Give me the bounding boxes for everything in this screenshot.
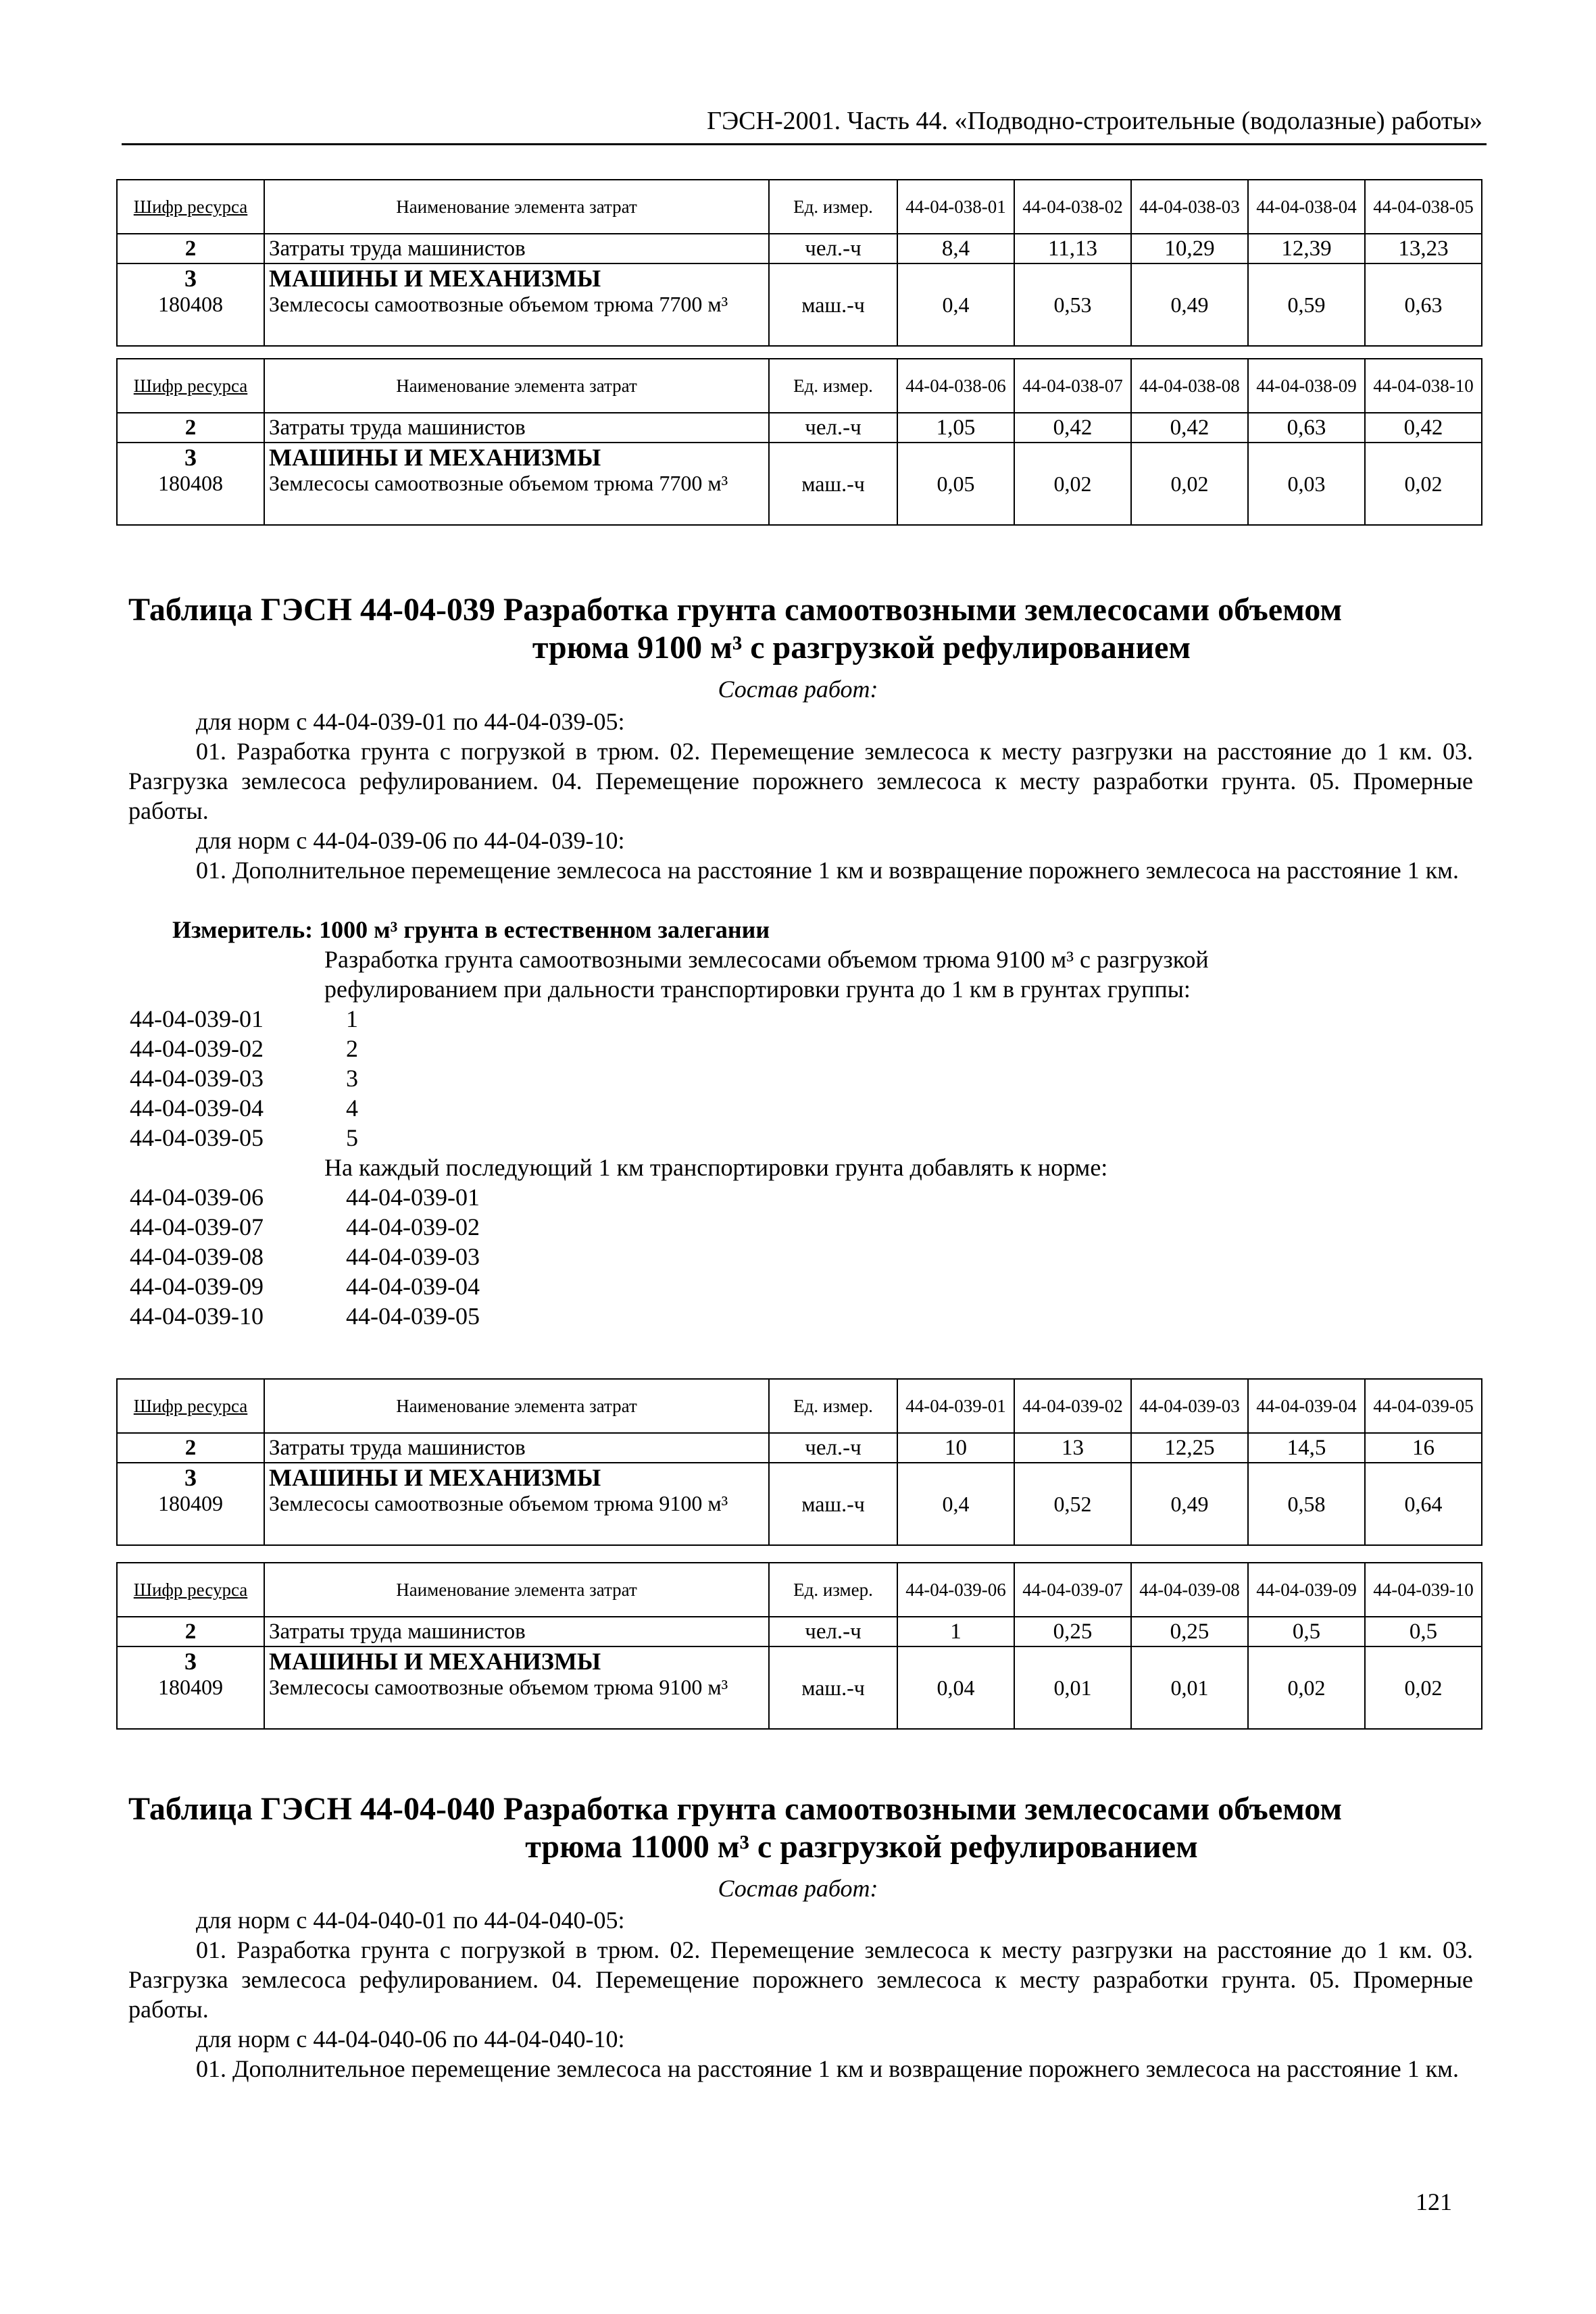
row-name [264, 443, 769, 525]
row-value: 0,01 [1131, 1646, 1248, 1729]
row-value: 8,4 [897, 234, 1014, 263]
resource-table [116, 1378, 1482, 1546]
header-cost-element: Наименование элемента затрат [264, 359, 769, 413]
resource-code: 180408 [158, 292, 223, 316]
section-code: 3 [184, 444, 197, 471]
soil-group: 3 [346, 1065, 358, 1092]
row-name: Затраты труда машинистов [264, 413, 769, 443]
header-cost-element: Наименование элемента затрат [264, 180, 769, 234]
row-value: 0,02 [1248, 1646, 1365, 1729]
row-value: 0,25 [1014, 1617, 1131, 1646]
row-value: 0,02 [1131, 443, 1248, 525]
section-code: 3 [184, 1464, 197, 1491]
resource-table [116, 358, 1482, 526]
header-norm-code: 44-04-039-02 [1014, 1379, 1131, 1433]
row-value: 0,25 [1131, 1617, 1248, 1646]
row-name [264, 1463, 769, 1545]
norm-code: 44-04-039-06 [130, 1184, 264, 1211]
table-header-row [117, 359, 1482, 413]
header-norm-code: 44-04-039-07 [1014, 1563, 1131, 1617]
row-value: 12,25 [1131, 1433, 1248, 1463]
header-norm-code: 44-04-038-04 [1248, 180, 1365, 234]
row-code: 2 [117, 234, 264, 263]
row-value: 0,59 [1248, 263, 1365, 346]
header-norm-code: 44-04-038-10 [1365, 359, 1482, 413]
resource-name: Землесосы самоотвозные объемом трюма 9100 м³ [269, 1491, 728, 1515]
resource-code: 180408 [158, 471, 223, 495]
row-value: 14,5 [1248, 1433, 1365, 1463]
section-title-039 [128, 591, 1473, 667]
row-value: 10 [897, 1433, 1014, 1463]
title-line-1: Таблица ГЭСН 44-04-040 Разработка грунта самоотвозными землесосами объемом [128, 1791, 1343, 1827]
row-value: 0,02 [1365, 443, 1482, 525]
work-composition-label: Состав работ: [718, 676, 878, 703]
row-value: 0,58 [1248, 1463, 1365, 1545]
header-resource-code: Шифр ресурса [117, 1563, 264, 1617]
base-norm-code: 44-04-039-02 [346, 1213, 480, 1240]
header-norm-code: 44-04-038-03 [1131, 180, 1248, 234]
row-code: 2 [117, 1433, 264, 1463]
header-norm-code: 44-04-039-09 [1248, 1563, 1365, 1617]
norm-code: 44-04-039-03 [130, 1065, 264, 1092]
row-value: 10,29 [1131, 234, 1248, 263]
header-resource-code: Шифр ресурса [117, 359, 264, 413]
header-norm-code: 44-04-038-05 [1365, 180, 1482, 234]
work-description-1: 01. Разработка грунта с погрузкой в трюм. 02. Перемещение землесоса к месту разгрузки на расстояние до 1 км. 03. Разгрузка землесоса рефулированием. 04. Перемещение порожнего землесоса к месту разработки грунта. 05. Промерные работы. [128, 1936, 1473, 2023]
row-unit: маш.-ч [769, 1463, 897, 1545]
header-norm-code: 44-04-039-03 [1131, 1379, 1248, 1433]
norms-range-2: для норм с 44-04-040-06 по 44-04-040-10: [196, 2026, 625, 2053]
header-unit: Ед. измер. [769, 1563, 897, 1617]
header-norm-code: 44-04-039-01 [897, 1379, 1014, 1433]
header-norm-code: 44-04-039-08 [1131, 1563, 1248, 1617]
row-value: 0,52 [1014, 1463, 1131, 1545]
header-norm-code: 44-04-038-08 [1131, 359, 1248, 413]
row-value: 0,63 [1248, 413, 1365, 443]
row-value: 0,49 [1131, 263, 1248, 346]
header-resource-code: Шифр ресурса [117, 180, 264, 234]
table-row [117, 413, 1482, 443]
row-value: 0,01 [1014, 1646, 1131, 1729]
row-value: 12,39 [1248, 234, 1365, 263]
resource-name: Землесосы самоотвозные объемом трюма 7700 м³ [269, 471, 728, 495]
resource-name: Землесосы самоотвозные объемом трюма 9100 м³ [269, 1675, 728, 1699]
resource-name: Землесосы самоотвозные объемом трюма 7700 м³ [269, 292, 728, 316]
row-unit: чел.-ч [769, 1617, 897, 1646]
row-unit: чел.-ч [769, 234, 897, 263]
table-row [117, 1433, 1482, 1463]
header-norm-code: 44-04-038-06 [897, 359, 1014, 413]
row-value: 0,5 [1248, 1617, 1365, 1646]
header-unit: Ед. измер. [769, 180, 897, 234]
norm-code: 44-04-039-07 [130, 1213, 264, 1240]
running-header: ГЭСН-2001. Часть 44. «Подводно-строительные (водолазные) работы» [122, 105, 1487, 145]
header-resource-code: Шифр ресурса [117, 1379, 264, 1433]
row-value: 0,02 [1014, 443, 1131, 525]
norm-code: 44-04-039-01 [130, 1005, 264, 1032]
header-unit: Ед. измер. [769, 359, 897, 413]
section-heading: МАШИНЫ И МЕХАНИЗМЫ [269, 444, 601, 471]
section-code: 3 [184, 265, 197, 292]
header-unit: Ед. измер. [769, 1379, 897, 1433]
row-code: 2 [117, 413, 264, 443]
row-value: 0,53 [1014, 263, 1131, 346]
header-norm-code: 44-04-039-06 [897, 1563, 1014, 1617]
row-code: 2 [117, 1617, 264, 1646]
row-name [264, 1646, 769, 1729]
section-code: 3 [184, 1648, 197, 1675]
base-norm-code: 44-04-039-05 [346, 1303, 480, 1330]
base-norm-code: 44-04-039-04 [346, 1273, 480, 1300]
header-cost-element: Наименование элемента затрат [264, 1379, 769, 1433]
norms-range-1: для норм с 44-04-039-01 по 44-04-039-05: [196, 708, 625, 735]
base-norm-code: 44-04-039-03 [346, 1243, 480, 1270]
row-value: 0,42 [1365, 413, 1482, 443]
row-code [117, 443, 264, 525]
work-description-1: 01. Разработка грунта с погрузкой в трюм. 02. Перемещение землесоса к месту разгрузки на расстояние до 1 км. 03. Разгрузка землесоса рефулированием. 04. Перемещение порожнего землесоса к месту разработки грунта. 05. Промерные работы. [128, 738, 1473, 824]
page-number: 121 [1416, 2188, 1452, 2215]
work-description-2: 01. Дополнительное перемещение землесоса на расстояние 1 км и возвращение порожнего землесоса на расстояние 1 км. [196, 2055, 1459, 2082]
table-row [117, 443, 1482, 525]
soil-group: 5 [346, 1124, 358, 1151]
measure-unit: Измеритель: 1000 м³ грунта в естественном залегании [172, 916, 770, 943]
row-value: 0,63 [1365, 263, 1482, 346]
row-value: 1,05 [897, 413, 1014, 443]
soil-group: 1 [346, 1005, 358, 1032]
row-value: 0,03 [1248, 443, 1365, 525]
row-value: 0,49 [1131, 1463, 1248, 1545]
row-value: 16 [1365, 1433, 1482, 1463]
norm-code: 44-04-039-02 [130, 1035, 264, 1062]
base-norm-code: 44-04-039-01 [346, 1184, 480, 1211]
row-value: 0,64 [1365, 1463, 1482, 1545]
row-name: Затраты труда машинистов [264, 234, 769, 263]
row-code [117, 1463, 264, 1545]
norm-code: 44-04-039-10 [130, 1303, 264, 1330]
table-header-row [117, 1563, 1482, 1617]
section-heading: МАШИНЫ И МЕХАНИЗМЫ [269, 1648, 601, 1675]
resource-code: 180409 [158, 1675, 223, 1699]
table-row [117, 234, 1482, 263]
title-line-1: Таблица ГЭСН 44-04-039 Разработка грунта самоотвозными землесосами объемом [128, 592, 1343, 628]
soil-group: 2 [346, 1035, 358, 1062]
table-row [117, 1617, 1482, 1646]
section-heading: МАШИНЫ И МЕХАНИЗМЫ [269, 1464, 601, 1491]
table-header-row [117, 180, 1482, 234]
norm-code: 44-04-039-09 [130, 1273, 264, 1300]
row-value: 0,42 [1131, 413, 1248, 443]
row-value: 11,13 [1014, 234, 1131, 263]
resource-code: 180409 [158, 1491, 223, 1515]
table-row [117, 1463, 1482, 1545]
resource-table [116, 179, 1482, 347]
header-cost-element: Наименование элемента затрат [264, 1563, 769, 1617]
header-norm-code: 44-04-038-02 [1014, 180, 1131, 234]
row-value: 13,23 [1365, 234, 1482, 263]
row-unit: чел.-ч [769, 1433, 897, 1463]
header-norm-code: 44-04-038-01 [897, 180, 1014, 234]
row-code [117, 1646, 264, 1729]
row-unit: маш.-ч [769, 443, 897, 525]
norm-code: 44-04-039-08 [130, 1243, 264, 1270]
row-unit: маш.-ч [769, 263, 897, 346]
norms-range-1: для норм с 44-04-040-01 по 44-04-040-05: [196, 1907, 625, 1934]
row-unit: маш.-ч [769, 1646, 897, 1729]
work-description-2: 01. Дополнительное перемещение землесоса на расстояние 1 км и возвращение порожнего землесоса на расстояние 1 км. [196, 857, 1459, 884]
row-value: 0,42 [1014, 413, 1131, 443]
row-value: 0,4 [897, 263, 1014, 346]
soil-group: 4 [346, 1095, 358, 1122]
section-title-040 [128, 1790, 1473, 1866]
norm-code: 44-04-039-04 [130, 1095, 264, 1122]
row-value: 0,04 [897, 1646, 1014, 1729]
title-line-2: трюма 11000 м³ с разгрузкой рефулированием [525, 1829, 1198, 1865]
title-line-2: трюма 9100 м³ с разгрузкой рефулированием [532, 630, 1191, 665]
row-name [264, 263, 769, 346]
table-header-row [117, 1379, 1482, 1433]
header-norm-code: 44-04-039-04 [1248, 1379, 1365, 1433]
work-composition-label: Состав работ: [718, 1875, 878, 1902]
table-row [117, 1646, 1482, 1729]
norms-range-2: для норм с 44-04-039-06 по 44-04-039-10: [196, 827, 625, 854]
section-heading: МАШИНЫ И МЕХАНИЗМЫ [269, 265, 601, 292]
row-value: 13 [1014, 1433, 1131, 1463]
row-value: 1 [897, 1617, 1014, 1646]
header-norm-code: 44-04-038-07 [1014, 359, 1131, 413]
norm-description: Разработка грунта самоотвозными землесосами объемом трюма 9100 м³ с разгрузкой рефулированием при дальности транспортировки грунта до 1 км в грунтах группы: [324, 946, 1209, 1003]
norm-code: 44-04-039-05 [130, 1124, 264, 1151]
additional-km-note: На каждый последующий 1 км транспортировки грунта добавлять к норме: [324, 1154, 1108, 1181]
table-row [117, 263, 1482, 346]
row-code [117, 263, 264, 346]
row-unit: чел.-ч [769, 413, 897, 443]
row-name: Затраты труда машинистов [264, 1433, 769, 1463]
header-norm-code: 44-04-039-05 [1365, 1379, 1482, 1433]
header-norm-code: 44-04-039-10 [1365, 1563, 1482, 1617]
row-name: Затраты труда машинистов [264, 1617, 769, 1646]
row-value: 0,05 [897, 443, 1014, 525]
resource-table [116, 1562, 1482, 1730]
row-value: 0,02 [1365, 1646, 1482, 1729]
row-value: 0,4 [897, 1463, 1014, 1545]
header-norm-code: 44-04-038-09 [1248, 359, 1365, 413]
row-value: 0,5 [1365, 1617, 1482, 1646]
